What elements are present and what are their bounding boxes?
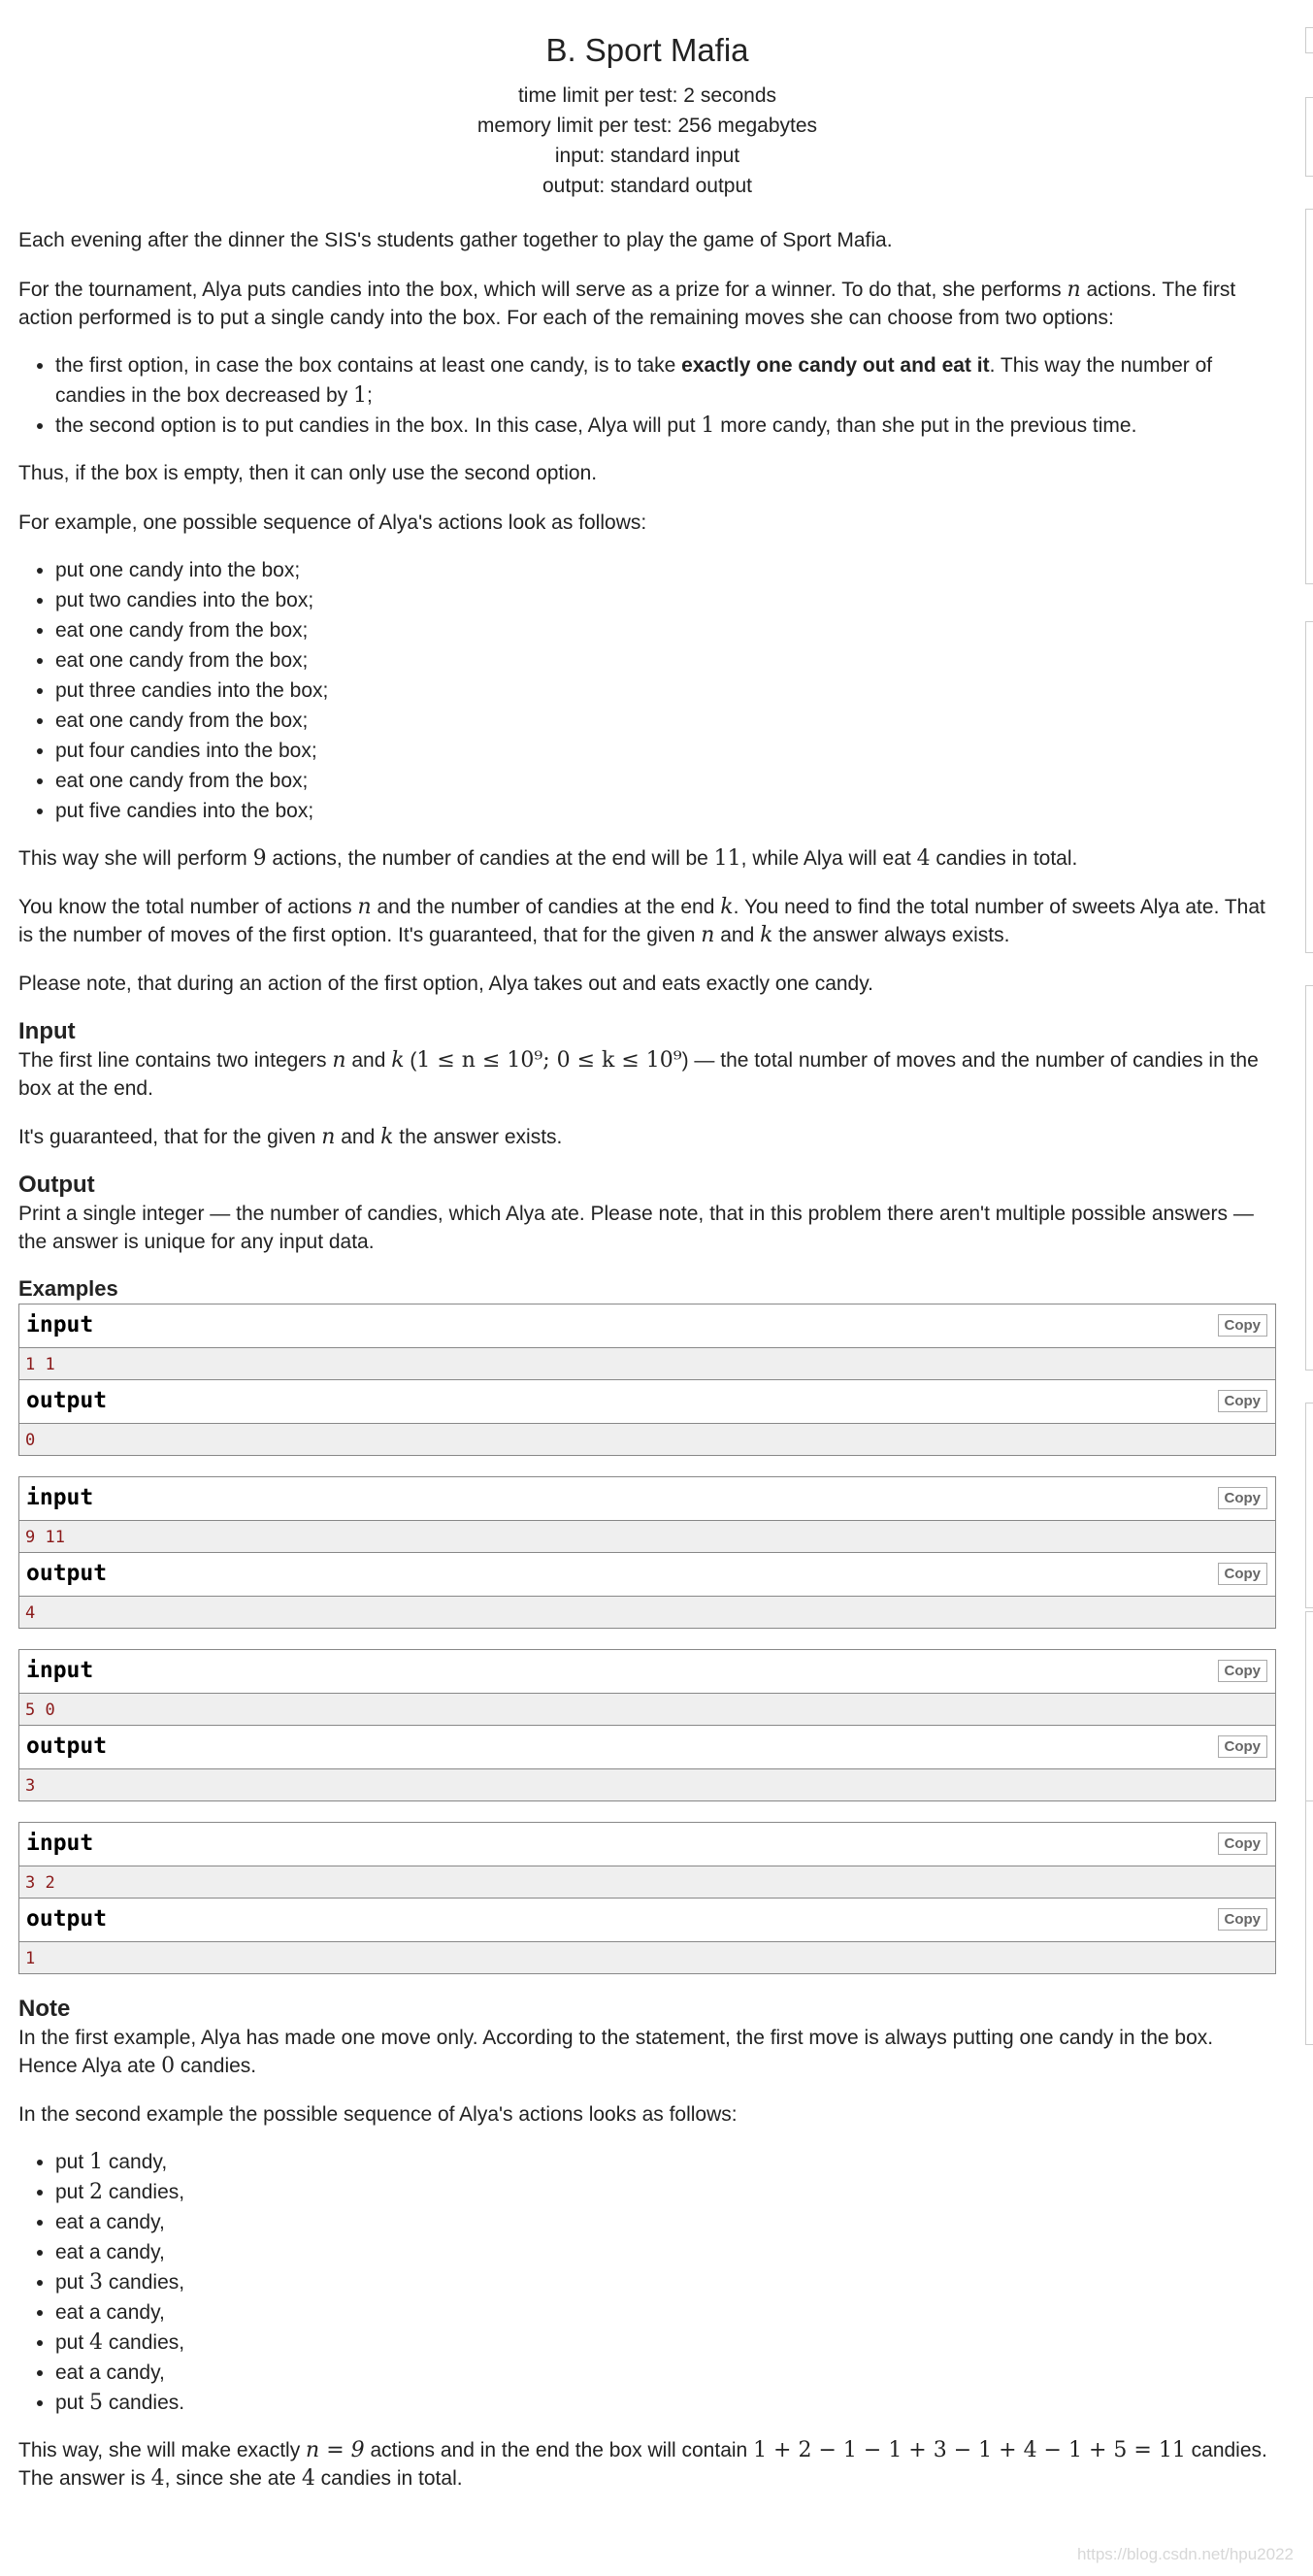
example-output-header [19,1726,1275,1769]
copy-button[interactable]: Copy [1218,1487,1268,1509]
example-block [18,1304,1276,1456]
copy-button[interactable]: Copy [1218,1660,1268,1682]
sidebar-box-edge [1305,985,1313,1371]
example-output-header [19,1899,1275,1942]
example-output-body [19,1769,1275,1800]
list-item: • put 4 candies, [55,2328,1276,2358]
legend-paragraph-6: You know the total number of actions n and the number of candies at the end k. You need to find the total number of sweets Alya ate. That is the number of moves of the first option. It's guaranteed, that for the given n and k the answer always exists. [18,895,1265,947]
list-item: • put 1 candy, [55,2147,1276,2177]
output-label: output [26,1388,108,1413]
list-item: • eat a candy, [55,2297,1276,2328]
legend-paragraph-3: Thus, if the box is empty, then it can only use the second option. [18,462,598,484]
problem-statement [18,0,1276,2493]
example-output-text: 3 [25,1776,36,1796]
example-input-text: 9 11 [25,1528,65,1547]
sidebar-box-edge [1305,27,1313,53]
list-item: • put 5 candies. [55,2388,1276,2418]
input-label: input [26,1658,94,1683]
example-output-text: 4 [25,1603,36,1623]
sidebar-box-edge [1305,621,1313,953]
list-item: • put five candies into the box; [55,796,1276,826]
sidebar-box-edge [1305,1611,1313,1807]
copy-button[interactable]: Copy [1218,1563,1268,1585]
memory-limit: memory limit per test: 256 megabytes [476,115,818,137]
note-paragraph-1: In the first example, Alya has made one move only. According to the statement, the first move is always putting one candy in the box. Hence Alya ate 0 candies. [18,2027,1214,2078]
list-item: • put four candies into the box; [55,736,1276,766]
sidebar-box-edge [1305,1403,1313,1608]
list-item: • the second option is to put candies in the box. In this case, Alya will put 1 more candy, than she put in the previous time. [55,411,1276,441]
list-item: • eat one candy from the box; [55,615,1276,645]
output-label: output [26,1561,108,1586]
list-item: • put 3 candies, [55,2267,1276,2297]
copy-button[interactable]: Copy [1218,1390,1268,1412]
legend-paragraph-7: Please note, that during an action of the first option, Alya takes out and eats exactly one candy. [18,973,874,995]
output-label: output [26,1906,108,1932]
input-label: input [26,1831,94,1856]
time-limit: time limit per test: 2 seconds [517,84,777,107]
sidebar-box-edge [1305,209,1313,584]
output-file: output: standard output [542,175,752,197]
copy-button[interactable]: Copy [1218,1908,1268,1931]
example-output-body [19,1942,1275,1973]
list-item: • put three candies into the box; [55,676,1276,706]
example-output-header [19,1380,1275,1424]
legend-paragraph-5: This way she will perform 9 actions, the number of candies at the end will be 11, while Alya will eat 4 candies in total. [18,846,1078,871]
sidebar-box-edge [1305,1800,1313,2045]
example-input-text: 3 2 [25,1873,55,1893]
example-input-body [19,1521,1275,1553]
problem-title: B. Sport Mafia [545,32,749,68]
example-input-header [19,1650,1275,1694]
example-block [18,1649,1276,1801]
input-section-title: Input [18,1018,76,1044]
list-item: • eat one candy from the box; [55,645,1276,676]
output-spec-paragraph: Print a single integer — the number of candies, which Alya ate. Please note, that in this problem there aren't multiple possible answers — the answer is unique for any input data. [18,1203,1254,1253]
note-paragraph-3: This way, she will make exactly n = 9 actions and in the end the box will contain 1 + 2 − 1 − 1 + 3 − 1 + 4 − 1 + 5 = 11 candies. The answer is 4, since she ate 4 candies in total. [18,2438,1267,2491]
example-input-text: 1 1 [25,1355,55,1374]
example-output-body [19,1424,1275,1455]
copy-button[interactable]: Copy [1218,1314,1268,1337]
legend-paragraph-1: Each evening after the dinner the SIS's students gather together to play the game of Sport Mafia. [18,229,893,251]
note-sequence-list [18,2147,1276,2418]
example-output-header [19,1553,1275,1597]
list-item: • put 2 candies, [55,2177,1276,2207]
limits-block [18,81,1276,201]
copy-button[interactable]: Copy [1218,1833,1268,1855]
input-spec-paragraph-1: The first line contains two integers n and k (1 ≤ n ≤ 10⁹; 0 ≤ k ≤ 10⁹) — the total number of moves and the number of candies in the box at the end. [18,1048,1259,1100]
example-input-header [19,1305,1275,1348]
input-spec-paragraph-2: It's guaranteed, that for the given n and k the answer exists. [18,1125,563,1149]
output-label: output [26,1734,108,1759]
note-paragraph-2: In the second example the possible sequence of Alya's actions looks as follows: [18,2103,738,2126]
list-item: • eat one candy from the box; [55,766,1276,796]
note-section-title: Note [18,1996,71,2022]
example-input-header [19,1823,1275,1866]
example-input-header [19,1477,1275,1521]
example-sequence-list [18,555,1276,826]
copy-button[interactable]: Copy [1218,1735,1268,1758]
example-block [18,1822,1276,1974]
example-block [18,1476,1276,1629]
example-input-body [19,1348,1275,1380]
list-item: • eat one candy from the box; [55,706,1276,736]
legend-paragraph-4: For example, one possible sequence of Alya's actions look as follows: [18,512,647,534]
sidebar-edge [1305,0,1313,2576]
examples-title: Examples [18,1276,118,1301]
example-input-body [19,1866,1275,1899]
list-item: • eat a candy, [55,2237,1276,2267]
example-output-text: 1 [25,1949,36,1968]
list-item: • eat a candy, [55,2207,1276,2237]
examples-container [18,1304,1276,1974]
example-output-text: 0 [25,1431,36,1450]
input-label: input [26,1485,94,1510]
output-section-title: Output [18,1172,95,1198]
legend-paragraph-2: For the tournament, Alya puts candies into the box, which will serve as a prize for a winner. To do that, she performs n actions. The first action performed is to put a single candy into the box. For each of the remaining moves she can choose from two options: [18,278,1236,329]
input-file: input: standard input [554,145,740,167]
list-item: • eat a candy, [55,2358,1276,2388]
list-item: • put two candies into the box; [55,585,1276,615]
list-item: • the first option, in case the box contains at least one candy, is to take exactly one candy out and eat it. This way the number of candies in the box decreased by 1; [55,350,1276,411]
watermark: https://blog.csdn.net/hpu2022 [1076,2545,1294,2563]
input-label: input [26,1312,94,1338]
example-input-body [19,1694,1275,1726]
list-item: • put one candy into the box; [55,555,1276,585]
options-list [18,350,1276,441]
example-input-text: 5 0 [25,1701,55,1720]
sidebar-box-edge [1305,97,1313,177]
example-output-body [19,1597,1275,1628]
